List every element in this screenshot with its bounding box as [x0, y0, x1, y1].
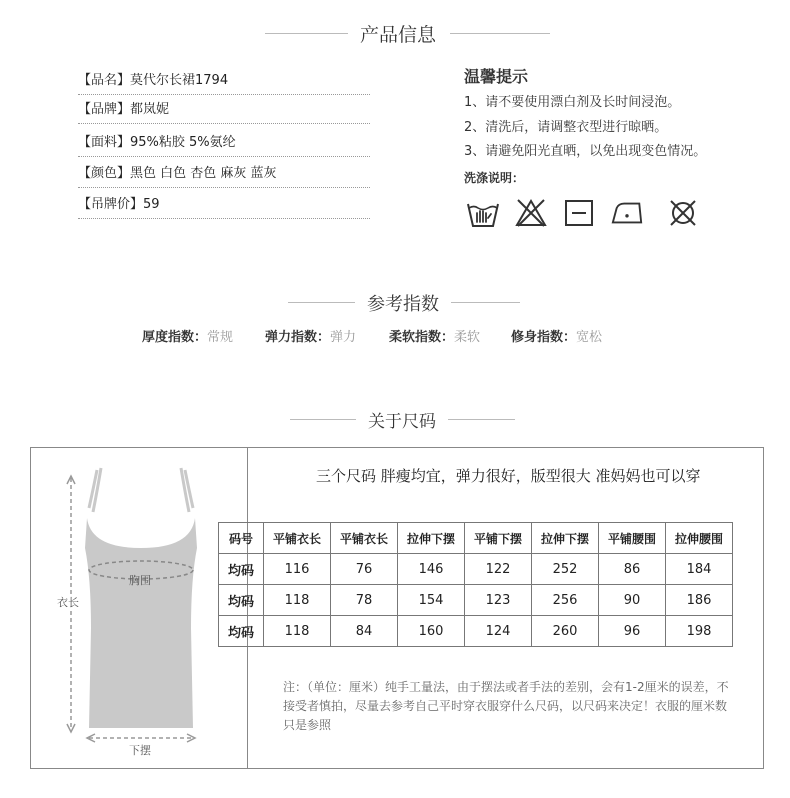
section-divider-right: [440, 419, 515, 420]
table-header-cell: 平铺衣长: [264, 523, 331, 554]
do-not-tumble-dry-icon: [666, 196, 700, 230]
table-cell: 76: [331, 554, 398, 585]
index-elasticity: [265, 326, 356, 345]
table-cell: 118: [264, 616, 331, 647]
hand-wash-icon: [466, 196, 500, 230]
table-cell: 78: [331, 585, 398, 616]
info-row-fabric: 【面料】95%粘胶 5%氨纶: [78, 130, 370, 157]
section-divider-left: [290, 419, 365, 420]
index-softness: [389, 326, 480, 345]
table-cell: 96: [599, 616, 666, 647]
hem-label: 下摆: [129, 744, 151, 757]
table-header-cell: 平铺下摆: [465, 523, 532, 554]
info-row-name: 【品名】莫代尔长裙1794: [78, 68, 370, 95]
index-label: 弹力指数：: [265, 330, 331, 345]
table-cell: 198: [666, 616, 733, 647]
table-header-cell: 拉伸下摆: [398, 523, 465, 554]
section-divider-right: [440, 302, 520, 303]
index-fit: [511, 326, 602, 345]
chest-label: 胸围: [129, 574, 151, 587]
table-row: [219, 616, 733, 647]
care-tip-1: 1、请不要使用漂白剂及长时间浸泡。: [464, 95, 681, 110]
length-label: 衣长: [57, 596, 79, 609]
table-header-cell: 平铺衣长: [331, 523, 398, 554]
index-label: 厚度指数：: [142, 330, 208, 345]
index-label: 柔软指数：: [389, 330, 455, 345]
table-cell: 160: [398, 616, 465, 647]
care-tips-title: 温馨提示: [464, 67, 529, 86]
table-header-cell: 拉伸下摆: [532, 523, 599, 554]
table-cell: 184: [666, 554, 733, 585]
table-cell: 122: [465, 554, 532, 585]
table-cell: 116: [264, 554, 331, 585]
section-title-product-info: 产品信息: [348, 20, 448, 47]
index-value: 宽松: [576, 330, 603, 345]
table-cell: 146: [398, 554, 465, 585]
table-cell: 260: [532, 616, 599, 647]
table-cell: 124: [465, 616, 532, 647]
care-tip-3: 3、请避免阳光直晒，以免出现变色情况。: [464, 144, 707, 159]
info-row-color: 【颜色】黑色 白色 杏色 麻灰 蓝灰: [78, 161, 370, 188]
table-cell: 均码: [219, 585, 264, 616]
table-cell: 90: [599, 585, 666, 616]
index-value: 常规: [207, 330, 234, 345]
info-row-brand: 【品牌】都岚妮: [78, 97, 370, 124]
section-title-reference-index: 参考指数: [355, 290, 451, 316]
care-tip-2: 2、清洗后，请调整衣型进行晾晒。: [464, 120, 668, 135]
garment-diagram: [31, 448, 248, 768]
section-divider-right: [450, 33, 550, 34]
table-row: [219, 585, 733, 616]
measurement-note: 注：（单位：厘米）纯手工量法，由于摆法或者手法的差别，会有1-2厘米的误差，不接受者慎拍，尽量去参考自己平时穿衣服穿什么尺码，以尺码来决定！衣服的厘米数只是参照: [283, 680, 729, 732]
info-row-price: 【吊牌价】59: [78, 192, 370, 219]
size-table: [218, 522, 733, 647]
table-cell: 252: [532, 554, 599, 585]
table-cell: 均码: [219, 616, 264, 647]
index-thickness: [142, 326, 233, 345]
table-cell: 154: [398, 585, 465, 616]
table-cell: 256: [532, 585, 599, 616]
table-header-row: [219, 523, 733, 554]
size-headline: 三个尺码 胖瘦均宜，弹力很好，版型很大 准妈妈也可以穿: [316, 467, 701, 485]
index-value: 柔软: [454, 330, 481, 345]
table-cell: 86: [599, 554, 666, 585]
table-cell: 123: [465, 585, 532, 616]
index-value: 弹力: [330, 330, 357, 345]
iron-low-icon: [610, 196, 644, 230]
table-cell: 84: [331, 616, 398, 647]
table-cell: 均码: [219, 554, 264, 585]
line-dry-icon: [562, 196, 596, 230]
section-title-about-size: 关于尺码: [356, 407, 448, 432]
table-header-cell: 码号: [219, 523, 264, 554]
table-header-cell: 拉伸腰围: [666, 523, 733, 554]
table-cell: 186: [666, 585, 733, 616]
table-header-cell: 平铺腰围: [599, 523, 666, 554]
table-cell: 118: [264, 585, 331, 616]
wash-instructions-label: 洗涤说明：: [464, 171, 525, 185]
do-not-bleach-icon: [514, 196, 548, 230]
table-row: [219, 554, 733, 585]
index-label: 修身指数：: [511, 330, 577, 345]
